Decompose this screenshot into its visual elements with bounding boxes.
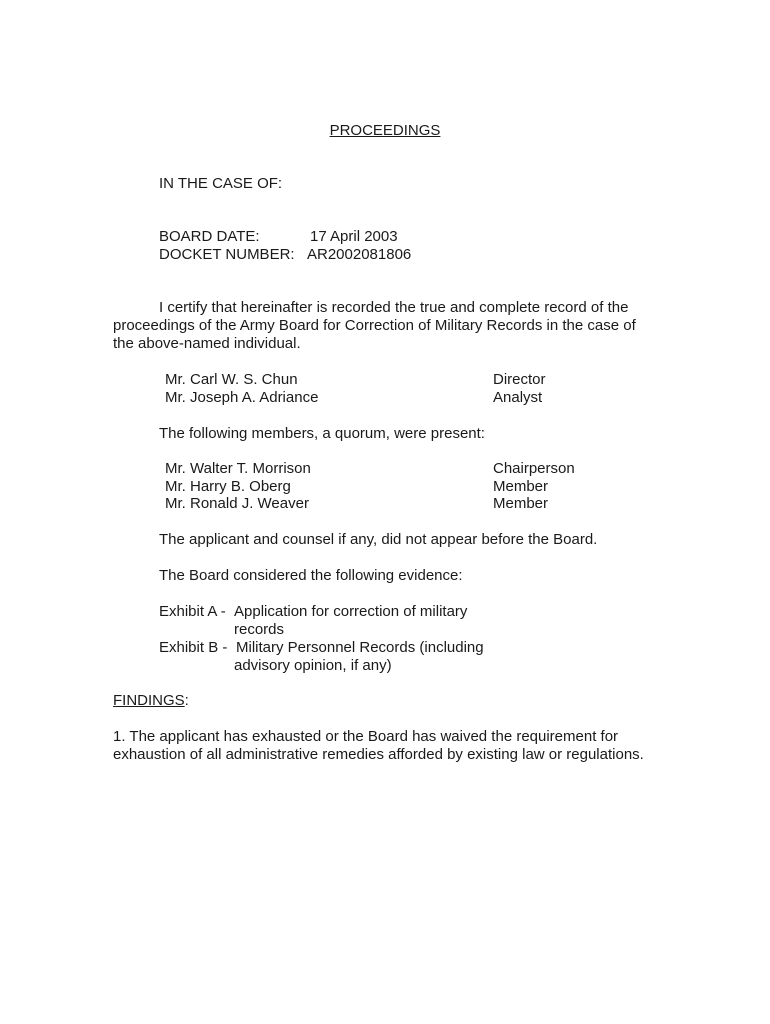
certify-line-3: the above-named individual. [113,335,301,352]
member-role: Chairperson [493,460,575,477]
member-role: Member [493,495,549,512]
member-name: Mr. Walter T. Morrison [165,460,311,477]
board-date-value: 17 April 2003 [310,228,398,245]
certify-line-1: I certify that hereinafter is recorded the true and complete record of the [159,299,629,316]
exhibit-description-continued: advisory opinion, if any) [234,657,392,674]
findings-heading [113,692,189,710]
docket-number-label: DOCKET NUMBER: [159,246,295,263]
quorum-text: The following members, a quorum, were present: [159,425,485,442]
exhibit-description: Application for correction of military [234,603,468,620]
findings-heading-colon: : [184,692,189,709]
case-of-label: IN THE CASE OF: [159,175,283,192]
appearance-text: The applicant and counsel if any, did not appear before the Board. [159,531,598,548]
staff-name: Mr. Carl W. S. Chun [165,371,298,388]
evidence-text: The Board considered the following evidence: [159,567,463,584]
member-role: Member [493,478,549,495]
docket-number-value: AR2002081806 [307,246,412,263]
staff-name: Mr. Joseph A. Adriance [165,389,319,406]
finding-1-line-1: 1. The applicant has exhausted or the Board has waived the requirement for [113,728,619,745]
staff-role: Analyst [493,389,543,406]
exhibit-description: Military Personnel Records (including [236,639,484,656]
certify-line-2: proceedings of the Army Board for Correction of Military Records in the case of [113,317,636,334]
finding-1-line-2: exhaustion of all administrative remedies afforded by existing law or regulations. [113,746,644,763]
exhibit-label: Exhibit A - [159,603,226,620]
exhibit-description-continued: records [234,621,285,638]
document-title: PROCEEDINGS [329,122,441,139]
board-date-label: BOARD DATE: [159,228,260,245]
exhibit-label: Exhibit B - [159,639,228,656]
findings-heading-text: FINDINGS [113,692,185,709]
member-name: Mr. Harry B. Oberg [165,478,291,495]
member-name: Mr. Ronald J. Weaver [165,495,309,512]
staff-role: Director [493,371,546,388]
